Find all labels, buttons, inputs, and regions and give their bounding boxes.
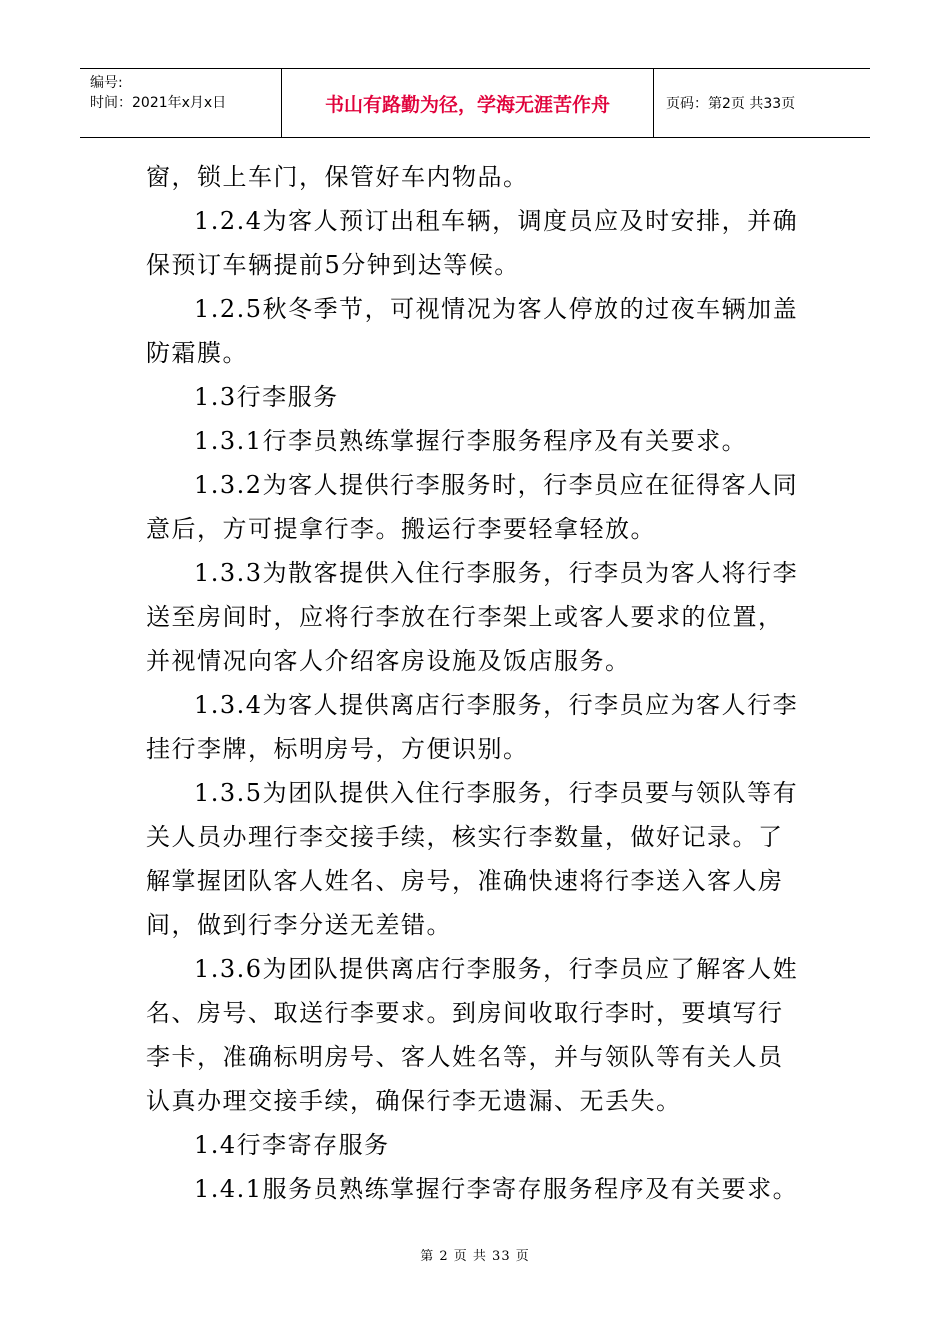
text-line: 1.2.4为客人预订出租车辆，调度员应及时安排，并确 (194, 207, 799, 235)
text-line: 1.2.5秋冬季节，可视情况为客人停放的过夜车辆加盖 (194, 295, 799, 323)
header-motto: 书山有路勤为径，学海无涯苦作舟 (282, 69, 654, 137)
document-body (146, 155, 818, 1211)
text-line: 认真办理交接手续，确保行李无遗漏、无丢失。 (146, 1087, 682, 1115)
text-line: 1.4.1服务员熟练掌握行李寄存服务程序及有关要求。 (194, 1175, 799, 1203)
text-line: 意后，方可提拿行李。搬运行李要轻拿轻放。 (146, 515, 656, 543)
text-line: 1.3.1行李员熟练掌握行李服务程序及有关要求。 (194, 427, 748, 455)
text-line: 1.3.6为团队提供离店行李服务，行李员应了解客人姓 (194, 955, 799, 983)
text-line: 并视情况向客人介绍客房设施及饭店服务。 (146, 647, 631, 675)
text-line: 防霜膜。 (146, 339, 248, 367)
text-line: 1.3.2为客人提供行李服务时，行李员应在征得客人同 (194, 471, 799, 499)
page-footer: 第 2 页 共 33 页 (420, 1249, 530, 1264)
text-line: 间，做到行李分送无差错。 (146, 911, 452, 939)
text-line: 保预订车辆提前5分钟到达等候。 (146, 251, 520, 279)
text-line: 李卡，准确标明房号、客人姓名等，并与领队等有关人员 (146, 1043, 784, 1071)
text-line: 名、房号、取送行李要求。到房间收取行李时，要填写行 (146, 999, 784, 1027)
text-line: 1.3.3为散客提供入住行李服务，行李员为客人将行李 (194, 559, 799, 587)
number-label: 编号: (90, 75, 123, 91)
text-line: 1.3行李服务 (194, 383, 339, 411)
text-line: 送至房间时，应将行李放在行李架上或客人要求的位置， (146, 603, 784, 631)
page-header (80, 68, 870, 138)
text-line: 1.3.5为团队提供入住行李服务，行李员要与领队等有 (194, 779, 799, 807)
text-line: 解掌握团队客人姓名、房号，准确快速将行李送入客人房 (146, 867, 784, 895)
text-line: 1.4行李寄存服务 (194, 1131, 390, 1159)
text-line: 1.3.4为客人提供离店行李服务，行李员应为客人行李 (194, 691, 799, 719)
header-meta (80, 69, 282, 137)
text-line: 挂行李牌，标明房号，方便识别。 (146, 735, 529, 763)
header-page-info: 页码：第2页 共33页 (666, 96, 796, 112)
text-line: 窗，锁上车门，保管好车内物品。 (146, 163, 529, 191)
text-line: 关人员办理行李交接手续，核实行李数量，做好记录。了 (146, 823, 784, 851)
date-text: 时间：2021年x月x日 (90, 95, 227, 111)
